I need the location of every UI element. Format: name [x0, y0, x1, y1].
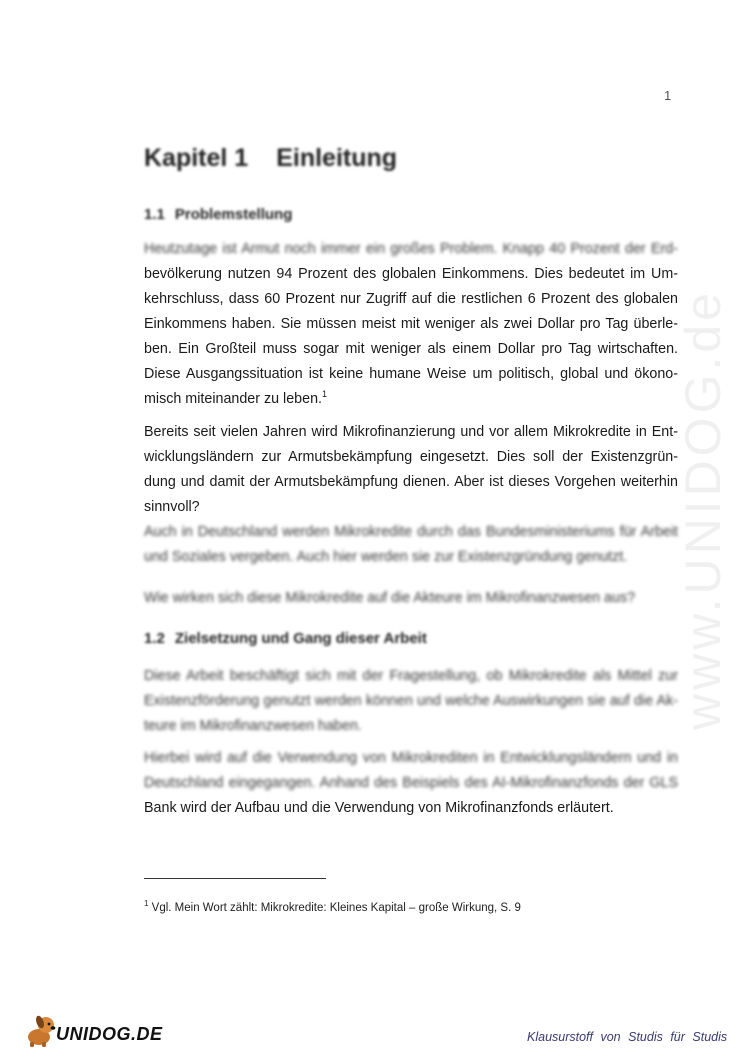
text-line: dung und damit der Armutsbekämpfung dienen. Aber ist dieses Vorgehen weiterhin [144, 474, 678, 490]
footnote-separator [144, 878, 326, 879]
text-line: Bereits seit vielen Jahren wird Mikrofinanzierung und vor allem Mikrokredite in Ent- [144, 424, 678, 440]
text-line: kehrschluss, dass 60 Prozent nur Zugriff auf die restlichen 6 Prozent des globalen [144, 291, 678, 307]
page-number: 1 [664, 88, 672, 103]
section-title: Zielsetzung und Gang dieser Arbeit [174, 630, 427, 647]
unidog-logo[interactable] [22, 1013, 162, 1049]
logo-text: UNIDOG.DE [56, 1024, 163, 1044]
paragraph-microfinance [144, 420, 678, 570]
section-heading-1-2 [144, 630, 427, 647]
text-line: Diese Ausgangssituation ist keine humane Weise um politisch, global und ökono- [144, 366, 678, 382]
footnote [144, 899, 521, 914]
chapter-title [144, 144, 397, 173]
text-line: sinnvoll? [144, 499, 200, 515]
text-line: und Soziales vergeben. Auch hier werden sie zur Existenzgründung genutzt. [144, 549, 628, 565]
text-line: ben. Ein Großteil muss sogar mit weniger als einem Dollar pro Tag wirtschaften. [144, 341, 678, 357]
text-line: Heutzutage ist Armut noch immer ein großes Problem. Knapp 40 Prozent der Erd- [144, 241, 678, 257]
text-line-last [144, 387, 678, 412]
text-line: Einkommens haben. Sie müssen meist mit weniger als zwei Dollar pro Tag überle- [144, 316, 678, 332]
paragraph-approach [144, 746, 678, 821]
text-line: teure im Mikrofinanzwesen haben. [144, 718, 362, 734]
text-line: Wie wirken sich diese Mikrokredite auf die Akteure im Mikrofinanzwesen aus? [144, 590, 636, 606]
paragraph-question [144, 586, 678, 611]
watermark-text: www.UNIDOG.de [675, 289, 731, 730]
text-line: bevölkerung nutzen 94 Prozent des globalen Einkommens. Dies bedeutet im Um- [144, 266, 678, 282]
paragraph-problem [144, 237, 678, 412]
text-line: Diese Arbeit beschäftigt sich mit der Fragestellung, ob Mikrokredite als Mittel zur [144, 668, 678, 684]
chapter-number: Kapitel 1 [144, 144, 249, 172]
text-line: Bank wird der Aufbau und die Verwendung von Mikrofinanzfonds erläutert. [144, 800, 614, 816]
footnote-text: Vgl. Mein Wort zählt: Mikrokredite: Kleines Kapital – große Wirkung, S. 9 [151, 902, 521, 914]
text-line: Deutschland eingegangen. Anhand des Beispiels des AI-Mikrofinanzfonds der GLS [144, 775, 678, 791]
section-title: Problemstellung [174, 206, 293, 223]
paragraph-objective [144, 664, 678, 739]
section-number: 1.2 [144, 630, 165, 647]
footer-tagline: Klausurstoff von Studis für Studis [527, 1030, 728, 1044]
text-line: Auch in Deutschland werden Mikrokredite durch das Bundesministeriums für Arbeit [144, 524, 678, 540]
footnote-number: 1 [144, 899, 149, 909]
text-line: wicklungsländern zur Armutsbekämpfung eingesetzt. Dies soll der Existenzgrün- [144, 449, 678, 465]
section-number: 1.1 [144, 206, 165, 223]
text-line: Existenzförderung genutzt werden können und welche Auswirkungen sie auf die Ak- [144, 693, 678, 709]
section-heading-1-1 [144, 206, 292, 223]
text-line: Hierbei wird auf die Verwendung von Mikrokrediten in Entwicklungsländern und in [144, 750, 678, 766]
footnote-ref: 1 [322, 389, 328, 400]
chapter-name: Einleitung [276, 144, 398, 172]
text-line: misch miteinander zu leben. [144, 391, 323, 407]
